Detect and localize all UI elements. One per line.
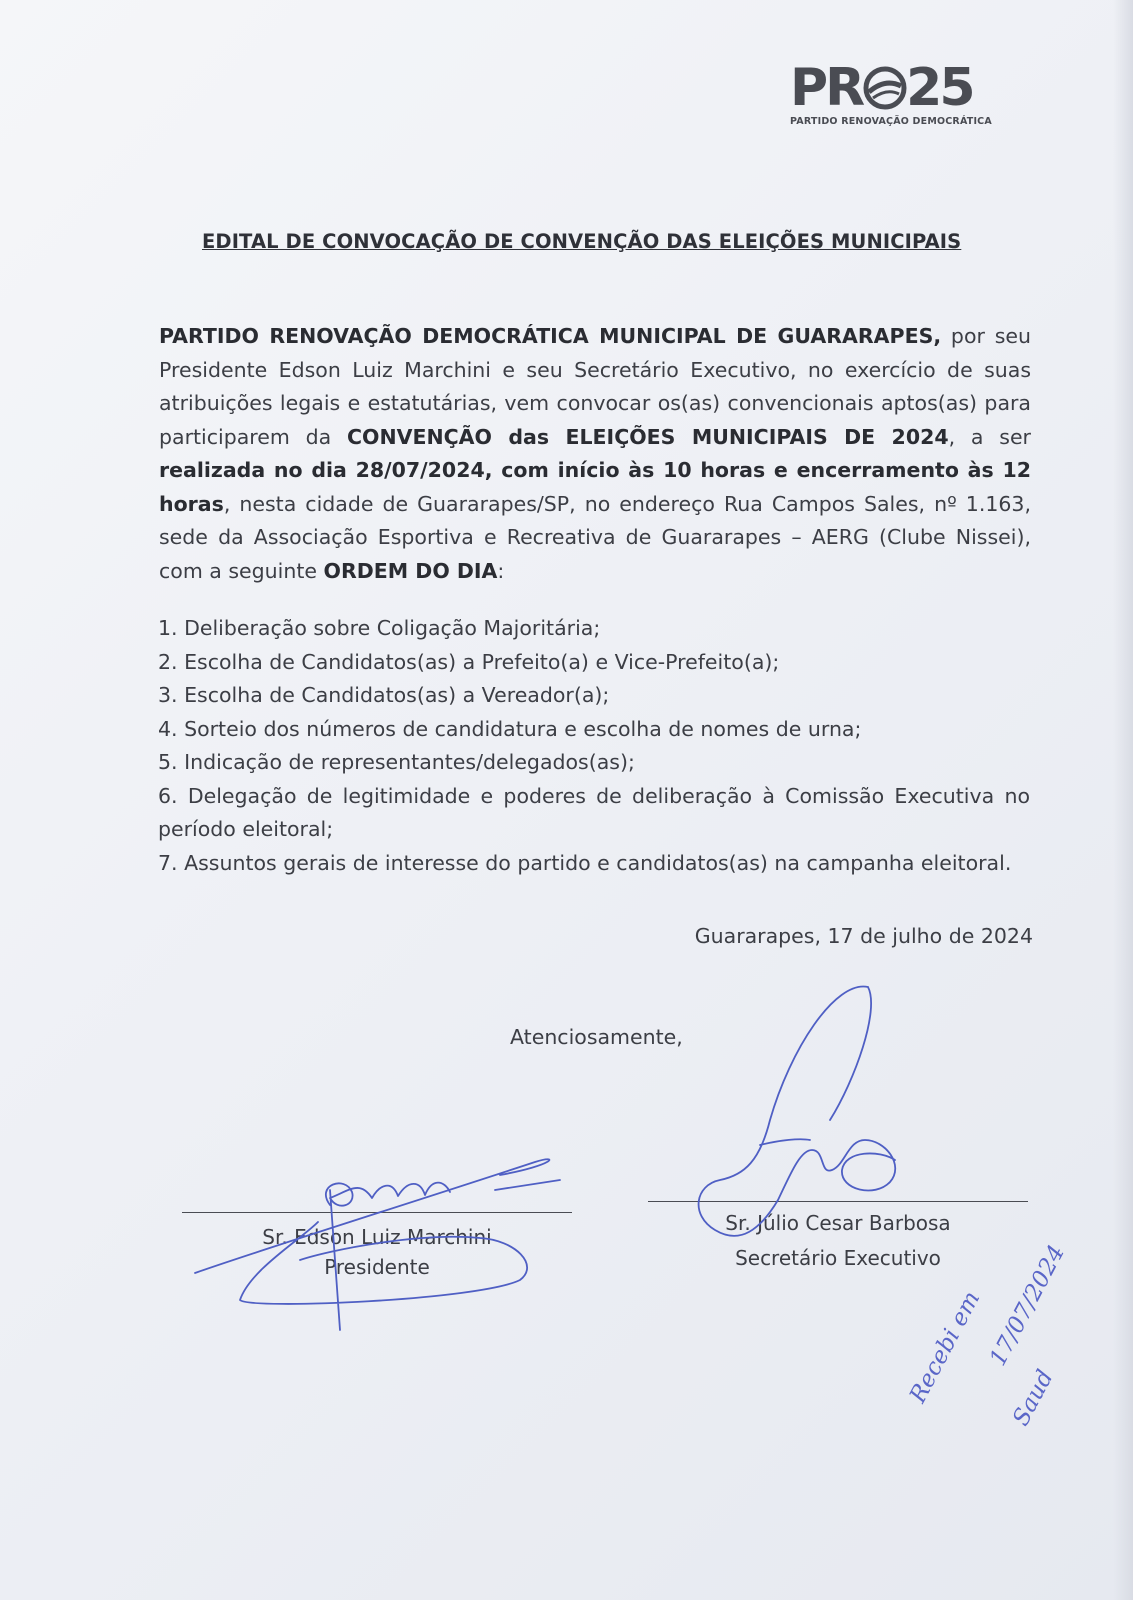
logo-text-pr: PR <box>790 58 863 118</box>
agenda-item: 3. Escolha de Candidatos(as) a Vereador(a); <box>158 683 610 707</box>
convention-datetime: realizada no dia 28/07/2024, com início às 10 horas e encerramento às 12 horas <box>159 458 1031 516</box>
agenda-heading: ORDEM DO DIA <box>323 558 498 583</box>
president-name: Sr. Edson Luiz Marchini <box>262 1225 492 1249</box>
received-note-line1: Recebi em <box>905 1287 986 1408</box>
president-role: Presidente <box>324 1255 430 1279</box>
secretary-name: Sr. Júlio Cesar Barbosa <box>725 1211 951 1235</box>
party-name: PARTIDO RENOVAÇÃO DEMOCRÁTICA MUNICIPAL DE GUARARAPES, <box>159 324 942 348</box>
paragraph-text-2: , a ser <box>948 424 1031 449</box>
agenda-item: 1. Deliberação sobre Coligação Majoritária; <box>158 616 601 640</box>
paragraph-text-4: : <box>497 558 505 583</box>
agenda-item: 7. Assuntos gerais de interesse do partido e candidatos(as) na campanha eleitoral. <box>158 850 1012 875</box>
document-date: Guararapes, 17 de julho de 2024 <box>694 924 1033 948</box>
paragraph-text-3: , nesta cidade de Guararapes/SP, no endereço Rua Campos Sales, nº 1.163, sede da Associação Esportiva e Recreativa de Guararapes – AERG (Clube Nissei), com a seguinte <box>159 491 1031 583</box>
received-note-initials: Saud <box>1008 1365 1059 1431</box>
agenda-item: 6. Delegação de legitimidade e poderes de deliberação à Comissão Executiva no período eleitoral; <box>158 783 1030 841</box>
logo-subtitle: PARTIDO RENOVAÇÃO DEMOCRÁTICA <box>790 116 992 127</box>
document-title: EDITAL DE CONVOCAÇÃO DE CONVENÇÃO DAS ELEIÇÕES MUNICIPAIS <box>202 230 962 253</box>
secretary-role: Secretário Executivo <box>735 1246 941 1270</box>
closing-salutation: Atenciosamente, <box>510 1025 683 1049</box>
agenda-item: 2. Escolha de Candidatos(as) a Prefeito(a) e Vice-Prefeito(a); <box>158 649 780 674</box>
logo-text-25: 25 <box>906 58 973 118</box>
received-note-date: 17/07/2024 <box>985 1240 1071 1371</box>
agenda-item: 4. Sorteio dos números de candidatura e escolha de nomes de urna; <box>158 716 862 741</box>
convention-name: CONVENÇÃO das ELEIÇÕES MUNICIPAIS DE 2024 <box>346 424 949 449</box>
agenda-item: 5. Indicação de representantes/delegados(as); <box>158 750 635 774</box>
paragraph-text-1: por seu Presidente Edson Luiz Marchini e seu Secretário Executivo, no exercício de suas atribuições legais e estatutárias, vem convocar os(as) convencionais aptos(as) para participarem da <box>159 324 1031 449</box>
